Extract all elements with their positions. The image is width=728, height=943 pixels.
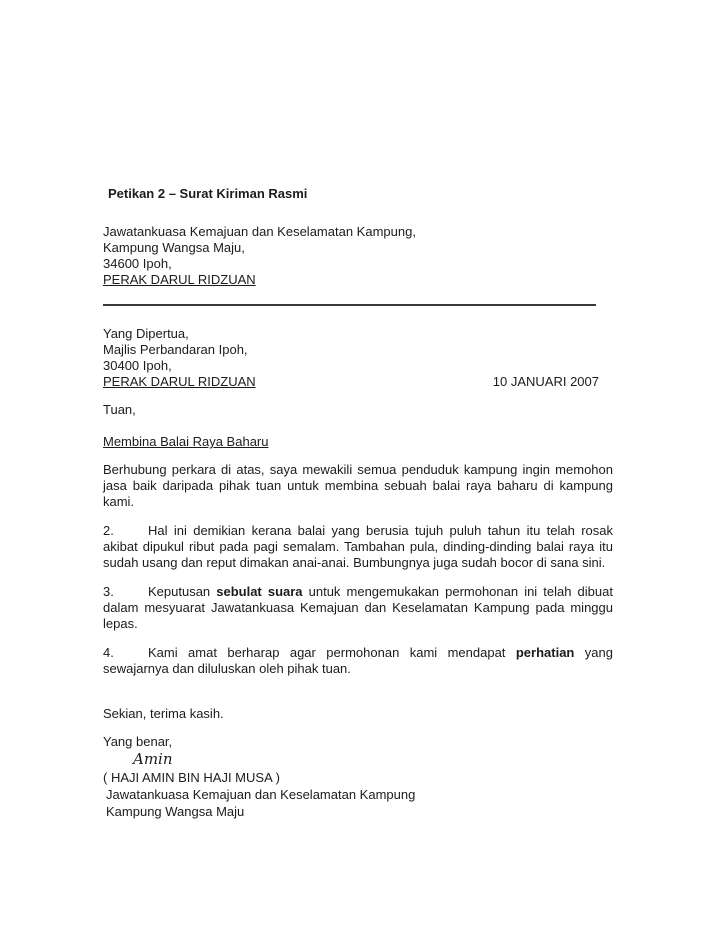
paragraph-number: 3. (103, 584, 114, 599)
letter-title: Petikan 2 – Surat Kiriman Rasmi (108, 186, 308, 201)
sender-address-line: Jawatankuasa Kemajuan dan Keselamatan Kampung, (103, 224, 416, 239)
recipient-state-line (103, 374, 613, 390)
paragraph-text: Kami amat berharap agar permohonan kami mendapat perhatian yang sewajarnya dan diluluskan oleh pihak tuan. (103, 645, 613, 676)
sender-address-line: Kampung Wangsa Maju, (103, 240, 245, 255)
paragraph-1: Berhubung perkara di atas, saya mewakili semua penduduk kampung ingin memohon jasa baik daripada pihak tuan untuk membina sebuah balai raya baharu di kampung kami. (103, 462, 613, 509)
paragraph-3 (103, 584, 613, 632)
recipient-address-line: 30400 Ipoh, (103, 358, 172, 373)
paragraph-text: Hal ini demikian kerana balai yang berusia tujuh puluh tahun itu telah rosak akibat dipukul ribut pada pagi semalam. Tambahan pula, dinding-dinding balai raya itu sudah usang dan reput dimakan anai-anai. Bumbungnya juga sudah bocor di sana sini. (103, 523, 613, 570)
recipient-address-line: Majlis Perbandaran Ipoh, (103, 342, 248, 357)
paragraph-4 (103, 645, 613, 677)
subject-line: Membina Balai Raya Baharu (103, 434, 269, 449)
letter-page (103, 186, 613, 820)
handwritten-signature: Amin (133, 750, 173, 768)
sender-address-block (103, 224, 613, 288)
recipient-address-line: Yang Dipertua, (103, 326, 189, 341)
recipient-state: PERAK DARUL RIDZUAN (103, 374, 256, 389)
divider-line (103, 304, 596, 306)
paragraph-text: Keputusan sebulat suara untuk mengemukakan permohonan ini telah dibuat dalam mesyuarat Jawatankuasa Kemajuan dan Keselamatan Kampung pada minggu lepas. (103, 584, 613, 631)
paragraph-2 (103, 523, 613, 571)
sender-state: PERAK DARUL RIDZUAN (103, 272, 256, 287)
signatory-name: ( HAJI AMIN BIN HAJI MUSA ) (103, 770, 280, 785)
paragraph-number: 4. (103, 645, 114, 660)
sender-address-line: 34600 Ipoh, (103, 256, 172, 271)
letter-date: 10 JANUARI 2007 (492, 374, 599, 389)
recipient-address-block (103, 326, 613, 390)
signatory-village: Kampung Wangsa Maju (106, 804, 245, 819)
closing-sign-off: Yang benar, (103, 734, 173, 749)
signatory-organization: Jawatankuasa Kemajuan dan Keselamatan Kampung (106, 787, 416, 802)
paragraph-number: 2. (103, 523, 114, 538)
salutation: Tuan, (103, 402, 136, 417)
closing-thanks: Sekian, terima kasih. (103, 706, 224, 721)
